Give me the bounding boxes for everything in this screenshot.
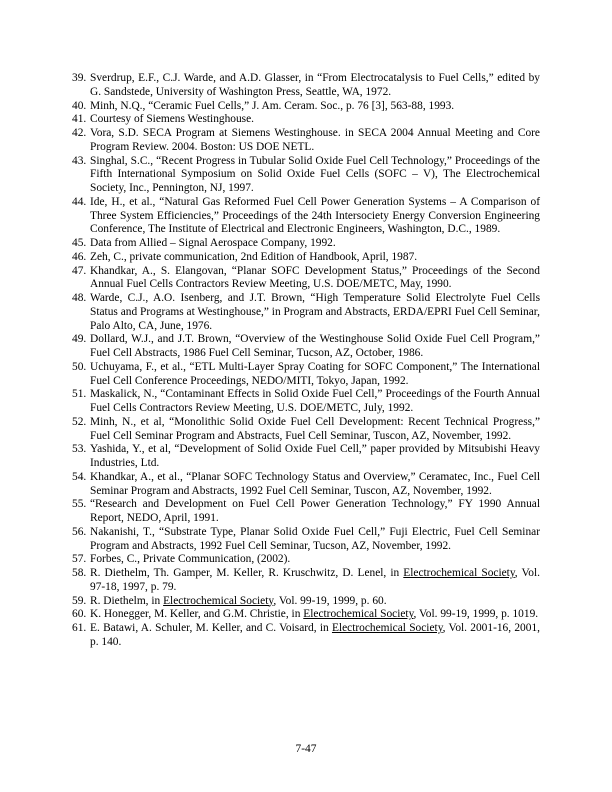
reference-text: Minh, N., et al, “Monolithic Solid Oxide Fuel Cell Development: Recent Technical Progress,” Fuel Cell Seminar Program and Abstracts, Fuel Cell Seminar, Tuscon, AZ, November, 1992.	[90, 415, 540, 442]
reference-number: 43.	[72, 154, 87, 167]
reference-item	[72, 237, 540, 251]
reference-text: Zeh, C., private communication, 2nd Edition of Handbook, April, 1987.	[90, 250, 418, 263]
reference-number: 42.	[72, 127, 87, 139]
journal-title: Electrochemical Society	[163, 594, 274, 607]
reference-item	[72, 127, 540, 155]
reference-number: 57.	[72, 553, 87, 566]
reference-text: Khandkar, A., S. Elangovan, “Planar SOFC Development Status,” Proceedings of the Second Annual Fuel Cells Contractors Review Meeting, U.S. DOE/METC, May, 1990.	[90, 264, 540, 291]
reference-item	[72, 608, 540, 622]
reference-number: 48.	[72, 292, 87, 304]
reference-number: 50.	[72, 360, 87, 373]
reference-text: Forbes, C., Private Communication, (2002).	[90, 553, 291, 566]
reference-number: 55.	[72, 498, 87, 511]
reference-item	[72, 498, 540, 526]
journal-title: Electrochemical Society	[303, 608, 414, 621]
reference-item	[72, 72, 540, 100]
reference-item	[72, 361, 540, 389]
reference-item	[72, 333, 540, 361]
reference-text: Khandkar, A., et al., “Planar SOFC Technology Status and Overview,” Ceramatec, Inc., Fuel Cell Seminar Program and Abstracts, 1992 Fuel Cell Seminar, Tuscon, AZ, November, 1992.	[90, 470, 540, 497]
reference-item	[72, 292, 540, 333]
reference-number: 41.	[72, 113, 87, 126]
reference-number: 61.	[72, 622, 87, 634]
reference-text: Nakanishi, T., “Substrate Type, Planar Solid Oxide Fuel Cell,” Fuji Electric, Fuel Cell Seminar Program and Abstracts, 1992 Fuel Cell Seminar, Tucson, AZ, November, 1992.	[90, 525, 540, 552]
reference-text: Courtesy of Siemens Westinghouse.	[90, 113, 255, 126]
journal-title: Electrochemical Society	[403, 567, 515, 579]
reference-item	[72, 265, 540, 293]
reference-text: “Research and Development on Fuel Cell Power Generation Technology,” FY 1990 Annual Report, NEDO, April, 1991.	[90, 498, 540, 524]
reference-item	[72, 595, 540, 609]
reference-number: 45.	[72, 237, 87, 249]
reference-number: 47.	[72, 264, 87, 277]
reference-text: K. Honegger, M. Keller, and G.M. Christie, in Electrochemical Society, Vol. 99-19, 1999, p. 1019.	[90, 608, 539, 621]
reference-item	[72, 567, 540, 595]
reference-number: 59.	[72, 594, 87, 607]
reference-text: Uchuyama, F., et al., “ETL Multi-Layer Spray Coating for SOFC Component,” The International Fuel Cell Conference Proceedings, NEDO/MITI, Tokyo, Japan, 1992.	[90, 360, 540, 387]
reference-item	[72, 196, 540, 237]
reference-number: 49.	[72, 333, 87, 346]
reference-text: Sverdrup, E.F., C.J. Warde, and A.D. Glasser, in “From Electrocatalysis to Fuel Cells,” edited by G. Sandstede, University of Washington Press, Seattle, WA, 1972.	[90, 72, 540, 98]
reference-number: 52.	[72, 415, 87, 428]
reference-text: Yashida, Y., et al, “Development of Solid Oxide Fuel Cell,” paper provided by Mitsubishi Heavy Industries, Ltd.	[90, 443, 540, 469]
reference-item	[72, 155, 540, 196]
reference-text: Ide, H., et al., “Natural Gas Reformed Fuel Cell Power Generation Systems – A Comparison of Three System Efficiencies,” Proceedings of the 24th Intersociety Energy Conversion Engineering Conference, The Institute of Electrical and Electronic Engineers, Washington, D.C., 1989.	[90, 195, 540, 236]
reference-text: Singhal, S.C., “Recent Progress in Tubular Solid Oxide Fuel Cell Technology,” Proceedings of the Fifth International Symposium on Solid Oxide Fuel Cells (SOFC – V), The Electrochemical Society, Inc., Pennington, NJ, 1997.	[90, 154, 540, 194]
reference-number: 58.	[72, 567, 87, 579]
reference-item	[72, 622, 540, 650]
reference-item	[72, 471, 540, 499]
reference-text: E. Batawi, A. Schuler, M. Keller, and C. Voisard, in Electrochemical Society, Vol. 2001-16, 2001, p. 140.	[90, 622, 540, 648]
reference-item	[72, 416, 540, 444]
reference-text: Warde, C.J., A.O. Isenberg, and J.T. Brown, “High Temperature Solid Electrolyte Fuel Cells Status and Programs at Westinghouse,” in Program and Abstracts, ERDA/EPRI Fuel Cell Seminar, Palo Alto, CA, June, 1976.	[90, 292, 540, 332]
reference-item	[72, 553, 540, 567]
journal-title: Electrochemical Society	[331, 622, 443, 634]
reference-list	[72, 72, 540, 650]
reference-item	[72, 100, 540, 114]
reference-number: 46.	[72, 250, 87, 263]
reference-number: 51.	[72, 388, 87, 401]
reference-text: Vora, S.D. SECA Program at Siemens Westinghouse. in SECA 2004 Annual Meeting and Core Program Review. 2004. Boston: US DOE NETL.	[90, 127, 540, 153]
reference-item	[72, 251, 540, 265]
reference-text: Minh, N.Q., “Ceramic Fuel Cells,” J. Am. Ceram. Soc., p. 76 [3], 563-88, 1993.	[90, 99, 455, 112]
reference-number: 53.	[72, 443, 87, 456]
reference-number: 44.	[72, 195, 87, 208]
reference-text: R. Diethelm, in Electrochemical Society, Vol. 99-19, 1999, p. 60.	[90, 594, 387, 607]
reference-item	[72, 388, 540, 416]
reference-number: 39.	[72, 72, 87, 84]
reference-item	[72, 443, 540, 471]
reference-text: Data from Allied – Signal Aerospace Company, 1992.	[90, 237, 336, 249]
reference-number: 56.	[72, 525, 87, 538]
reference-text: Maskalick, N., “Contaminant Effects in Solid Oxide Fuel Cell,” Proceedings of the Fourth Annual Fuel Cells Contractors Review Meeting, U.S. DOE/METC, July, 1992.	[90, 388, 540, 414]
reference-text: R. Diethelm, Th. Gamper, M. Keller, R. Kruschwitz, D. Lenel, in Electrochemical Society, Vol. 97-18, 1997, p. 79.	[90, 567, 540, 593]
reference-number: 60.	[72, 608, 87, 621]
reference-item	[72, 526, 540, 554]
reference-number: 54.	[72, 470, 87, 483]
reference-text: Dollard, W.J., and J.T. Brown, “Overview of the Westinghouse Solid Oxide Fuel Cell Program,” Fuel Cell Abstracts, 1986 Fuel Cell Seminar, Tucson, AZ, October, 1986.	[90, 333, 540, 359]
reference-number: 40.	[72, 99, 87, 112]
page-number: 7-47	[295, 743, 317, 755]
reference-item	[72, 113, 540, 127]
